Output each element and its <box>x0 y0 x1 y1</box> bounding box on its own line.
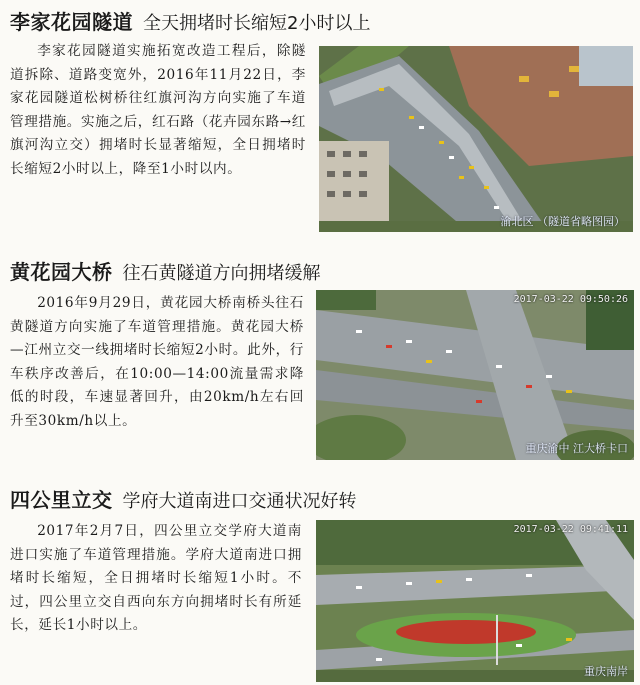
article-section-2 <box>0 252 640 462</box>
photo-timestamp: 2017-03-22 09:41:11 <box>513 524 628 535</box>
photo-timestamp: 2017-03-22 09:50:26 <box>513 294 628 305</box>
photo-bridge-junction <box>316 290 634 460</box>
section-headline <box>10 484 357 513</box>
section-photo <box>316 520 634 682</box>
section-title: 四公里立交 <box>10 488 113 512</box>
section-subtitle: 全天拥堵时长缩短2小时以上 <box>143 13 371 34</box>
section-photo <box>319 46 633 232</box>
section-title: 黄花园大桥 <box>10 260 113 284</box>
section-body: 李家花园隧道实施拓宽改造工程后，除隧道拆除、道路变宽外，2016年11月22日，李家花园隧道松树桥往红旗河沟方向实施了车道管理措施。实施之后，红石路（花卉园东路→红旗河沟立交）拥堵时长显著缩短，全日拥堵时长缩短2小时以上，降至1小时以内。 <box>10 43 306 177</box>
article-section-3 <box>0 480 640 685</box>
photo-tunnel-road <box>319 46 633 232</box>
section-title: 李家花园隧道 <box>10 10 133 34</box>
section-body: 2016年9月29日，黄花园大桥南桥头往石黄隧道方向实施了车道管理措施。黄花园大桥—江州立交一线拥堵时长缩短2小时。此外，行车秩序改善后，在10:00—14:00流量需求降低的时段，车速显著回升，由20km/h左右回升至30km/h以上。 <box>10 295 304 429</box>
photo-caption: 渝北区 （隧道省略图园） <box>500 215 625 228</box>
section-subtitle: 往石黄隧道方向拥堵缓解 <box>122 263 321 284</box>
photo-interchange <box>316 520 634 682</box>
section-headline <box>10 6 370 35</box>
article-section-1 <box>0 0 640 235</box>
photo-caption: 重庆南岸 <box>584 665 628 678</box>
section-body: 2017年2月7日，四公里立交学府大道南进口实施了车道管理措施。学府大道南进口拥堵时长缩短，全日拥堵时长缩短1小时。不过，四公里立交自西向东方向拥堵时长有所延长，延长1小时以上。 <box>10 523 302 633</box>
section-photo <box>316 290 634 460</box>
section-subtitle: 学府大道南进口交通状况好转 <box>122 491 357 512</box>
photo-caption: 重庆渝中 江大桥卡口 <box>525 442 628 455</box>
section-headline <box>10 256 321 285</box>
